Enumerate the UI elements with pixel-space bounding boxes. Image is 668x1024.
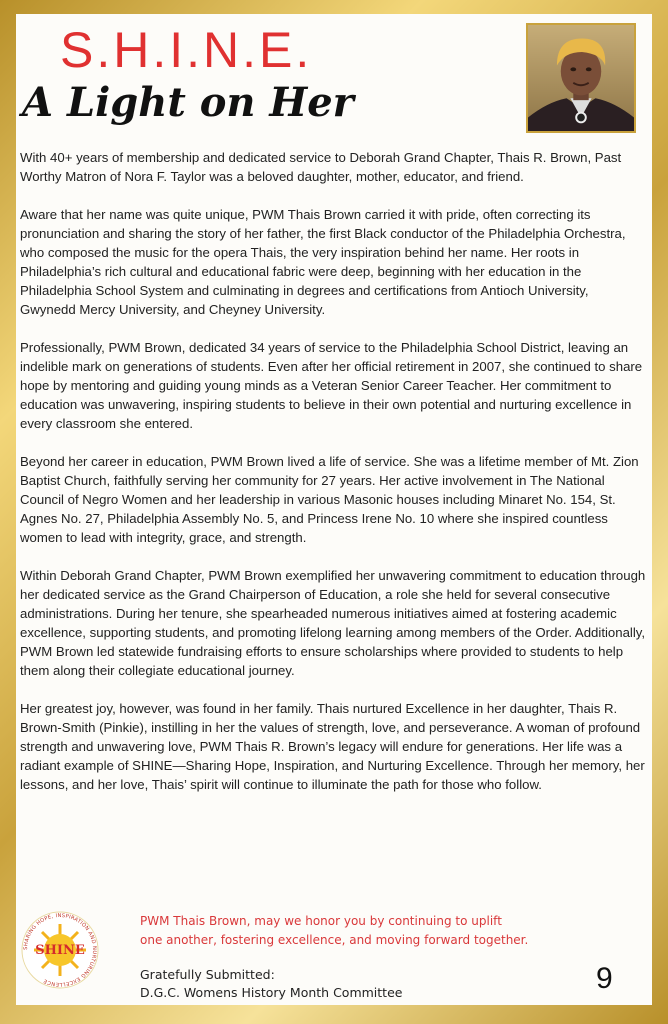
closing-line-1: PWM Thais Brown, may we honor you by continuing to uplift bbox=[140, 914, 502, 928]
paragraph: Beyond her career in education, PWM Brown lived a life of service. She was a lifetime member of Mt. Zion Baptist Church, faithfully serving her community for 27 years. Her active involvement in The National Council of Negro Women and her leadership in various Masonic houses including Minaret No. 154, St. Agnes No. 27, Philadelphia Assembly No. 5, and Princess Irene No. 10 where she inspired countless women to lead with integrity, grace, and strength. bbox=[20, 454, 639, 545]
paragraph: Aware that her name was quite unique, PWM Thais Brown carried it with pride, often correcting its pronunciation and sharing the story of her father, the first Black conductor of the Philadelphia Orchestra, who composed the music for the opera Thais, the very inspiration behind her name. Her roots in Philadelphia’s rich cultural and educational fabric were deep, beginning with her education in the Philadelphia School System and culminating in degrees and certifications from Antioch University, Gwynedd Mercy University, and Cheyney University. bbox=[20, 207, 626, 317]
paragraph: Professionally, PWM Brown, dedicated 34 years of service to the Philadelphia School District, leaving an indelible mark on generations of students. Even after her official retirement in 2007, she continued to share hope by mentoring and guiding young minds as a Veteran Senior Career Teacher. Her commitment to education was unwavering, inspiring students to believe in their own potential and nurturing excellence in every classroom she entered. bbox=[20, 340, 643, 431]
article-body bbox=[20, 148, 646, 813]
portrait-illustration bbox=[528, 25, 634, 131]
closing-line-2: one another, fostering excellence, and moving forward together. bbox=[140, 933, 529, 947]
closing-message bbox=[140, 912, 528, 950]
submitted-committee: D.G.C. Womens History Month Committee bbox=[140, 985, 403, 1000]
paragraph: Within Deborah Grand Chapter, PWM Brown exemplified her unwavering commitment to education through her dedicated service as the Grand Chairperson of Education, a role she held for several consecutive administrations. During her tenure, she spearheaded numerous initiatives aimed at fostering academic excellence, supporting students, and promoting lifelong learning among members of the Order. Additionally, PWM Brown led statewide fundraising efforts to ensure scholarships where provided to students to help them along their collegiate educational journey. bbox=[20, 568, 646, 678]
page-subtitle: A Light on Her bbox=[22, 79, 354, 126]
portrait-photo bbox=[526, 23, 636, 133]
shine-logo-icon bbox=[20, 910, 100, 990]
submitted-label: Gratefully Submitted: bbox=[140, 967, 275, 982]
page-number: 9 bbox=[596, 962, 613, 995]
page bbox=[16, 14, 652, 1005]
logo-text: SHINE bbox=[35, 943, 85, 958]
paragraph: Her greatest joy, however, was found in her family. Thais nurtured Excellence in her daughter, Thais R. Brown-Smith (Pinkie), instilling in her the values of strength, love, and perseverance. A woman of profound strength and unwavering love, PWM Thais R. Brown’s legacy will endure for generations. Her life was a radiant example of SHINE—Sharing Hope, Inspiration, and Nurturing Excellence. Through her memory, her lessons, and her love, Thais’ spirit will continue to illuminate the path for those who follow. bbox=[20, 701, 645, 792]
page-title: S.H.I.N.E. bbox=[60, 22, 313, 78]
paragraph: With 40+ years of membership and dedicated service to Deborah Grand Chapter, Thais R. Brown, Past Worthy Matron of Nora F. Taylor was a beloved daughter, mother, educator, and friend. bbox=[20, 150, 622, 184]
logo-ring-text: SHARING HOPE, INSPIRATION AND NURTURING EXCELLENCE bbox=[22, 912, 98, 988]
submitted-by bbox=[140, 966, 402, 1002]
